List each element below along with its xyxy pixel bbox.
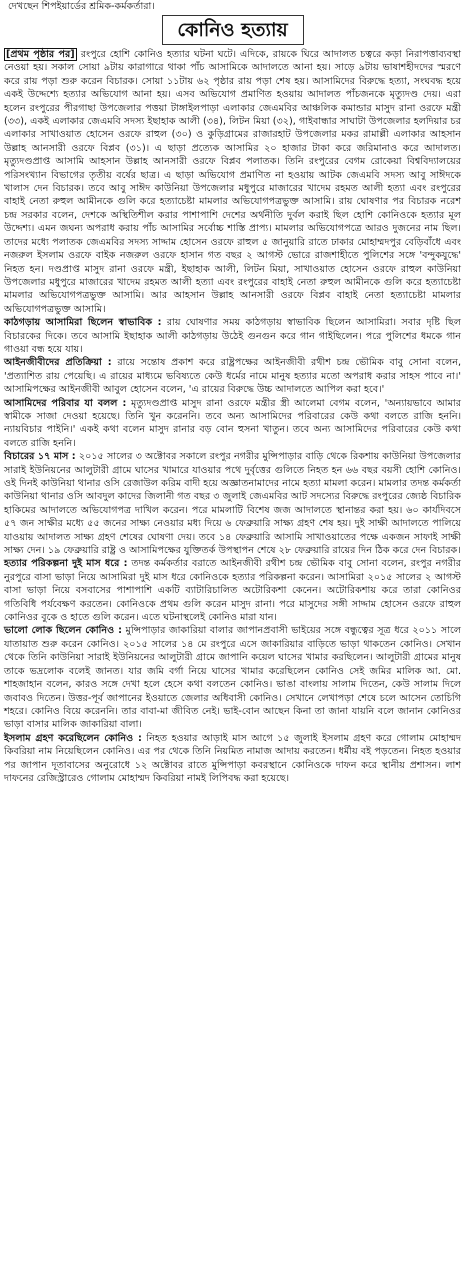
- section-islam-conversion: [4, 732, 461, 786]
- section-text: তদন্ত কর্মকর্তার বরাতে আইনজীবী রথীশ চন্দ্র ভৌমিক বাবু সোনা বলেন, রংপুর নগরীর নুরপুরে বাসা ভাড়া নিয়ে আসামিরা দুই মাস ধরে কোনিওকে হত্যার পরিকল্পনা করেন। আসামিরা ২০১৫ সালের ২ আগস্ট বাসা ভাড়া নিয়ে বসবাসের পাশাপাশি একটি ব্যাটারিচালিত অটোরিকশা কেনেন। অটোরিকশায় করে তারা কোনিওর গতিবিধি পর্যবেক্ষণ করতেন। কোনিওকে প্রথম গুলি করেন মাসুদ রানা। পরে মাসুদের সঙ্গী সাদ্দাম হোসেন ওরফে রাহুল কোনিওর বুকে ও হাতে গুলি করেন। এতে ঘটনাস্থলেই কোনিও মারা যান।: [4, 558, 461, 624]
- subhead-murder-plan: হত্যার পরিকল্পনা দুই মাস ধরে :: [4, 558, 128, 570]
- section-text: নিহত হওয়ার আড়াই মাস আগে ১৫ জুলাই ইসলাম গ্রহণ করে গোলাম মোহাম্মদ কিবরিয়া নাম নিয়েছিলেন কোনিও। এর পর থেকে তিনি নিয়মিত নামাজ আদায় করতেন। ধর্মীয় বই পড়তেন। নিহত হওয়ার পর জাপান দূতাবাসের অনুরোধে ১২ অক্টোবর রাতে মুন্সিপাড়া কবরস্থানে কোনিওকে দাফন করে স্থানীয় প্রশাসন। লাশ দাফনের রেজিস্ট্রারেও গোলাম মোহাম্মদ কিবরিয়া নামই লিপিবদ্ধ করা হয়েছে।: [4, 732, 461, 784]
- subhead-defendants-calm: কাঠগড়ায় আসামিরা ছিলেন স্বাভাবিক :: [4, 317, 162, 329]
- section-lawyers-reaction: [4, 356, 461, 396]
- subhead-trial: বিচারের ১৭ মাস :: [4, 451, 76, 463]
- section-text: রায় ঘোষণার সময় কাঠগড়ায় স্বাভাবিক ছিলেন আসামিরা। সবার দৃষ্টি ছিল বিচারকের দিকে। তবে আসামি ইছাহাক আলী কাঠগড়ায় উঠেই গুনগুন করে গান গাইছিলেন। পরে পুলিশের ধমকে গান গাওয়া বন্ধ হয়ে যায়।: [4, 317, 461, 355]
- section-defendants-calm: [4, 316, 461, 356]
- paragraph-lead: [4, 48, 461, 316]
- continued-from-label: [প্রথম পৃষ্ঠার পর]: [6, 49, 75, 60]
- section-families: [4, 397, 461, 451]
- section-text: মুন্সিপাড়ার জাকারিয়া বালার জাপানপ্রবাসী ভাইয়ের সঙ্গে বন্ধুত্বের সূত্র ধরে ২০১১ সালে যাতায়াত শুরু করেন কোনিও। ২০১৫ সালের ১৪ মে রংপুরে এসে জাকারিয়ার বাড়িতে ভাড়া থাকতেন কোনিও। সেখান থেকে তিনি কাউনিয়া সারাই ইউনিয়নের আলুটারী গ্রামে জাপানি কয়েল ঘাসের খামার করছিলেন। আলুটারী গ্রামের মানুষ তাকে ভদ্রলোক বলেই জানত। যার জমি বর্গা নিয়ে ঘাসের খামার করেছিলেন কোনিও সেই জমির মালিক আ. মো. শাহজাহান বলেন, কারও সঙ্গে দেখা হলে হেসে কথা বলতেন কোনিও। ভাঙা বাংলায় সালাম দিতেন, কেউ সালাম দিলে জবাবও দিতেন। উত্তর-পূর্ব জাপানের ইওয়াতে জেলার অধিবাসী কোনিও। সেখানে লেখাপড়া শেষে চলে আসেন তোচিগি শহরে। কোনিও বিয়ে করেননি। তার বাবা-মা জীবিত নেই। ভাই-বোন আছেন কিনা তা জানা যায়নি বলে জানান কোনিওর ভাড়া বাসার মালিক জাকারিয়া বালা।: [4, 625, 461, 731]
- article-body: [4, 48, 461, 785]
- headline: কোনিও হত্যায়: [162, 15, 304, 45]
- section-good-man: [4, 624, 461, 731]
- subhead-islam-conversion: ইসলাম গ্রহণ করেছিলেন কোনিও :: [4, 732, 142, 744]
- lead-text: রংপুরে হোশি কোনিও হত্যার ঘটনা ঘটে। এদিকে, রায়কে ঘিরে আদালত চত্বরে কড়া নিরাপত্তাব্যবস্থা নেওয়া হয়। সকাল সোয়া ৯টায় কারাগারে থাকা পাঁচ আসামিকে আদালতে আনা হয়। সাড়ে ৯টায় ভাষাশহীদদের স্মরণে করে রায় পড়া শুরু করেন বিচারক। সোয়া ১১টায় ৬২ পৃষ্ঠার রায় পড়া শেষ হয়। আসামিদের বিরুদ্ধে হত্যা, সংঘবদ্ধ হয়ে একই উদ্দেশ্যে হত্যার অভিযোগ আনা হয়। এসব অভিযোগ প্রমাণিত হওয়ায় আদালত পাঁচজনকে মৃত্যুদণ্ড দেয়। এরা হলেন রংপুরের পীরগাছা উপজেলার পত্তয়া টাঙ্গাইলপাড়া এলাকার জেএমবির আঞ্চলিক কমান্ডার মাসুদ রানা ওরফে মন্ত্রী (৩৩), একই এলাকার জেএমবি সদস্য ইছাহাক আলী (৩৪), লিটন মিয়া (৩২), গাইবান্ধার সাঘাটা উপজেলার হলদিয়ার চর এলাকার সাখাওয়াত হোসেন ওরফে রাহুল (৩০) ও কুড়িগ্রামের রাজারহাট উপজেলার মকর রামাল্লী এলাকার আহসান উল্লাহ আনসারী ওরফে বিপ্লব (৩১)। এ ছাড়া প্রত্যেক আসামির ২০ হাজার টাকা করে জরিমানাও করে আদালত। মৃত্যুদণ্ডপ্রাপ্ত আসামি আহসান উল্লাহ আনসারী ওরফে বিপ্লব পলাতক। তিনি রংপুরের বেগম রোকেয়া বিশ্ববিদ্যালয়ের পরিসংখ্যান বিভাগের তৃতীয় বর্ষের ছাত্র। এ ছাড়া অভিযোগ প্রমাণিত না হওয়ায় আটক জেএমবি সদস্য আবু সাঈদকে খালাস দেন বিচারক। তবে আবু সাঈদ কাউনিয়া উপজেলার মধুপুরে মাজারের খাদেম রহমত আলী হত্যা এবং রংপুরের বাহাই নেতা রুহুল আমীনকে গুলি করে হত্যাচেষ্টা মামলার অভিযোগপত্রভুক্ত আসামি। রায় ঘোষণার পর বিচারক নরেশ চন্দ্র সরকার বলেন, দেশকে অস্থিতিশীল করার পাশাপাশি দেশের অর্থনীতি দুর্বল করাই ছিল হোশি কোনিওকে হত্যার মূল উদ্দেশ্য। এমন জঘন্য অপরাধ করায় পাঁচ আসামির সর্বোচ্চ শাস্তি প্রাপ্য। মামলার অভিযোগপত্রে আরও দুজনের নাম ছিল। তাদের মধ্যে পলাতক জেএমবির সদস্য সাদ্দাম হোসেন ওরফে রাহুল ৫ জানুয়ারি রাতে ঢাকার মোহাম্মদপুর বেড়িবাঁধে এবং নজরুল ইসলাম ওরফে বাইক নজরুল ওরফে হাসান গত বছর ২ আগস্ট ভোরে রাজশাহীতে পুলিশের সঙ্গে 'বন্দুকযুদ্ধে' নিহত হন। দণ্ডপ্রাপ্ত মাসুদ রানা ওরফে মন্ত্রী, ইছাহাক আলী, লিটন মিয়া, সাখাওয়াত হোসেন ওরফে রাহুল কাউনিয়া উপজেলার মধুপুরে মাজারের খাদেম রহমত আলী হত্যা এবং রংপুরের বাহাই নেতা রুহুল আমীনকে গুলি করে হত্যাচেষ্টা মামলার অভিযোগপত্রভুক্ত আসামি। আর আহসান উল্লাহ আনসারী ওরফে বিপ্লব বাহাই নেতা হত্যাচেষ্টা মামলার অভিযোগপত্রভুক্ত আসামি।: [4, 49, 461, 315]
- section-text: ২০১৫ সালের ৩ অক্টোবর সকালে রংপুর নগরীর মুন্সিপাড়ার বাড়ি থেকে রিকশায় কাউনিয়া উপজেলার সারাই ইউনিয়নের আলুটারী গ্রামে ঘাসের খামারে যাওয়ার পথে দুর্বৃত্তের গুলিতে নিহত হন ৬৬ বছর বয়সী হোশি কোনিও। ওই দিনই কাউনিয়া থানার ওসি রেজাউল করিম বাদী হয়ে অজ্ঞাতনামাদের নামে হত্যা মামলা করেন। মামলার তদন্ত কর্মকর্তা কাউনিয়া থানার ওসি আবদুল কাদের জিলানী গত বছর ৩ জুলাই জেএমবির আট সদস্যের বিরুদ্ধে রংপুরের জ্যেষ্ঠ বিচারিক হাকিমের আদালতে অভিযোগপত্র দাখিল করেন। পরে মামলাটি বিশেষ জজ আদালতে স্থানান্তর করা হয়। ৬০ কার্যদিবসে ৫৭ জন সাক্ষীর মধ্যে ৫৫ জনের সাক্ষ্য নেওয়ার মধ্য দিয়ে ৬ ফেব্রুয়ারি সাক্ষ্য গ্রহণ শেষ হয়। দুই সাক্ষী আদালতে পালিয়ে যাওয়ায় আদালত সাক্ষ্য গ্রহণ শেষের ঘোষণা দেয়। তবে ১৪ ফেব্রুয়ারি আসামি সাখাওয়াতের পক্ষে একজন সাফাই সাক্ষী সাক্ষ্য দেন। ১৯ ফেব্রুয়ারি রাষ্ট্র ও আসামিপক্ষের যুক্তিতর্ক উপস্থাপন শেষে ২৮ ফেব্রুয়ারি রায়ের দিন ঠিক করে দেন বিচারক।: [4, 451, 461, 557]
- subhead-good-man: ভালো লোক ছিলেন কোনিও :: [4, 625, 122, 637]
- subhead-families: আসামিদের পরিবার যা বলল :: [4, 397, 127, 409]
- section-text: রায়ে সন্তোষ প্রকাশ করে রাষ্ট্রপক্ষের আইনজীবী রথীশ চন্দ্র ভৌমিক বাবু সোনা বলেন, 'প্রত্যাশিত রায় পেয়েছি। এ রায়ের মাধ্যমে ভবিষ্যতে কেউ ধর্মের নামে মানুষ হত্যার মতো অপরাধ করার সাহস পাবে না।' আসামিপক্ষের আইনজীবী আবুল হোসেন বলেন, 'এ রায়ের বিরুদ্ধে উচ্চ আদালতে আপিল করা হবে।': [4, 357, 461, 396]
- subhead-lawyers-reaction: আইনজীবীদের প্রতিক্রিয়া :: [4, 357, 112, 369]
- photo-caption: দেখছেন শিপইয়ার্ডের শ্রমিক-কর্মকর্তারা।: [8, 1, 155, 12]
- section-trial-17-months: [4, 450, 461, 557]
- section-text: মৃত্যুদণ্ডপ্রাপ্ত মাসুদ রানা ওরফে মন্ত্রীর স্ত্রী আলেমা বেগম বলেন, 'অন্যায়ভাবে আমার স্বামীকে সাজা দেওয়া হয়েছে। তিনি খুন করেননি। তবে অন্য আসামিদের পরিবারের কেউ কথা বলতে রাজি হননি। ন্যায়বিচার পাইনি।' একই কথা বলেন মাসুদ রানার বড় বোন হুসনা খাতুন। তবে অন্য আসামিদের পরিবারের কেউ কথা বলতে রাজি হননি।: [4, 397, 461, 449]
- section-murder-plan: [4, 557, 461, 624]
